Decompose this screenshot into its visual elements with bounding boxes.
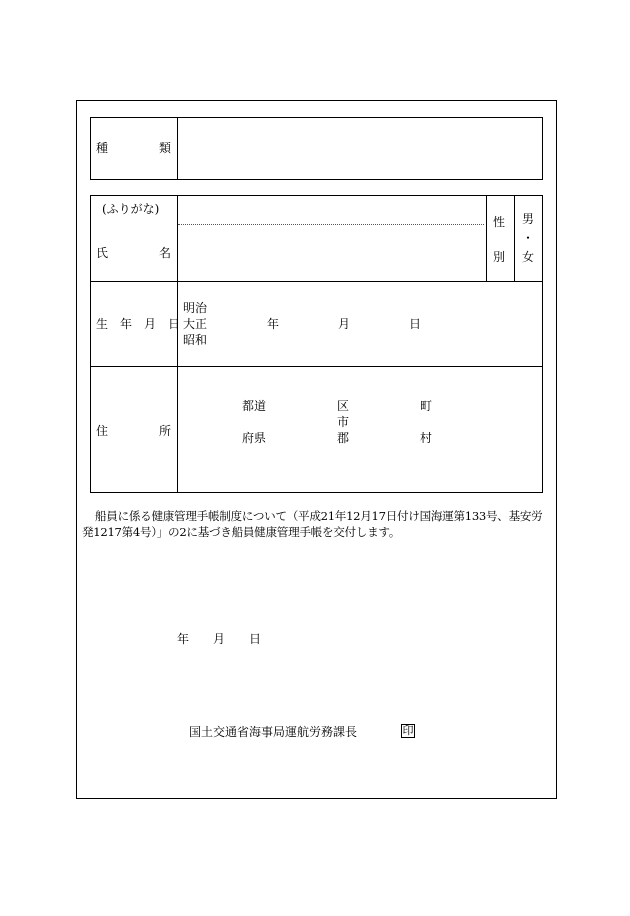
statement-line-1: 船員に係る健康管理手帳制度について（平成21年12月17日付け国海運第133号、基安労 [95,509,543,523]
era-taisho[interactable]: 大正 [183,317,208,331]
sex-option-male[interactable]: 男 [522,212,535,226]
birth-label: 生 年 月 日 [96,317,181,331]
issue-year-unit: 年 [177,632,190,646]
furigana-label: (ふりがな) [102,202,160,216]
birth-year-unit: 年 [267,317,280,331]
address-field[interactable] [178,367,542,492]
sex-separator-dot: ・ [522,231,535,245]
address-shi: 市 [337,415,350,429]
address-gun: 郡 [337,431,350,445]
address-label-1: 住 [96,424,109,438]
address-machi: 町 [420,399,433,413]
era-showa[interactable]: 昭和 [183,333,208,347]
address-fu-ken: 府県 [242,431,267,445]
seal-mark: 印 [402,724,414,737]
name-row-bottom [90,281,543,282]
sex-label-divider [486,195,487,281]
type-label-2: 類 [159,141,172,155]
type-label-1: 種 [96,141,109,155]
issue-month-unit: 月 [213,632,226,646]
address-label-2: 所 [159,424,172,438]
name-label-2: 名 [159,246,172,260]
birth-month-unit: 月 [338,317,351,331]
issue-day-unit: 日 [249,632,262,646]
statement-line-2: 発1217第4号）」の2に基づき船員健康管理手帳を交付します。 [82,525,401,539]
sex-label-1: 性 [493,215,506,229]
address-mura: 村 [420,431,433,445]
type-field[interactable] [178,118,542,179]
address-to-do: 都道 [242,399,267,413]
name-label-1: 氏 [96,246,109,260]
era-meiji[interactable]: 明治 [183,301,208,315]
issuer-title: 国土交通省海事局運航労務課長 [189,725,358,739]
sex-label-2: 別 [493,250,506,264]
address-ku: 区 [337,399,350,413]
sex-value-divider [514,195,515,281]
birth-day-unit: 日 [409,317,422,331]
furigana-field[interactable] [178,196,485,223]
name-field[interactable] [178,226,485,280]
sex-option-female[interactable]: 女 [522,250,535,264]
furigana-dotted-line [178,224,484,225]
